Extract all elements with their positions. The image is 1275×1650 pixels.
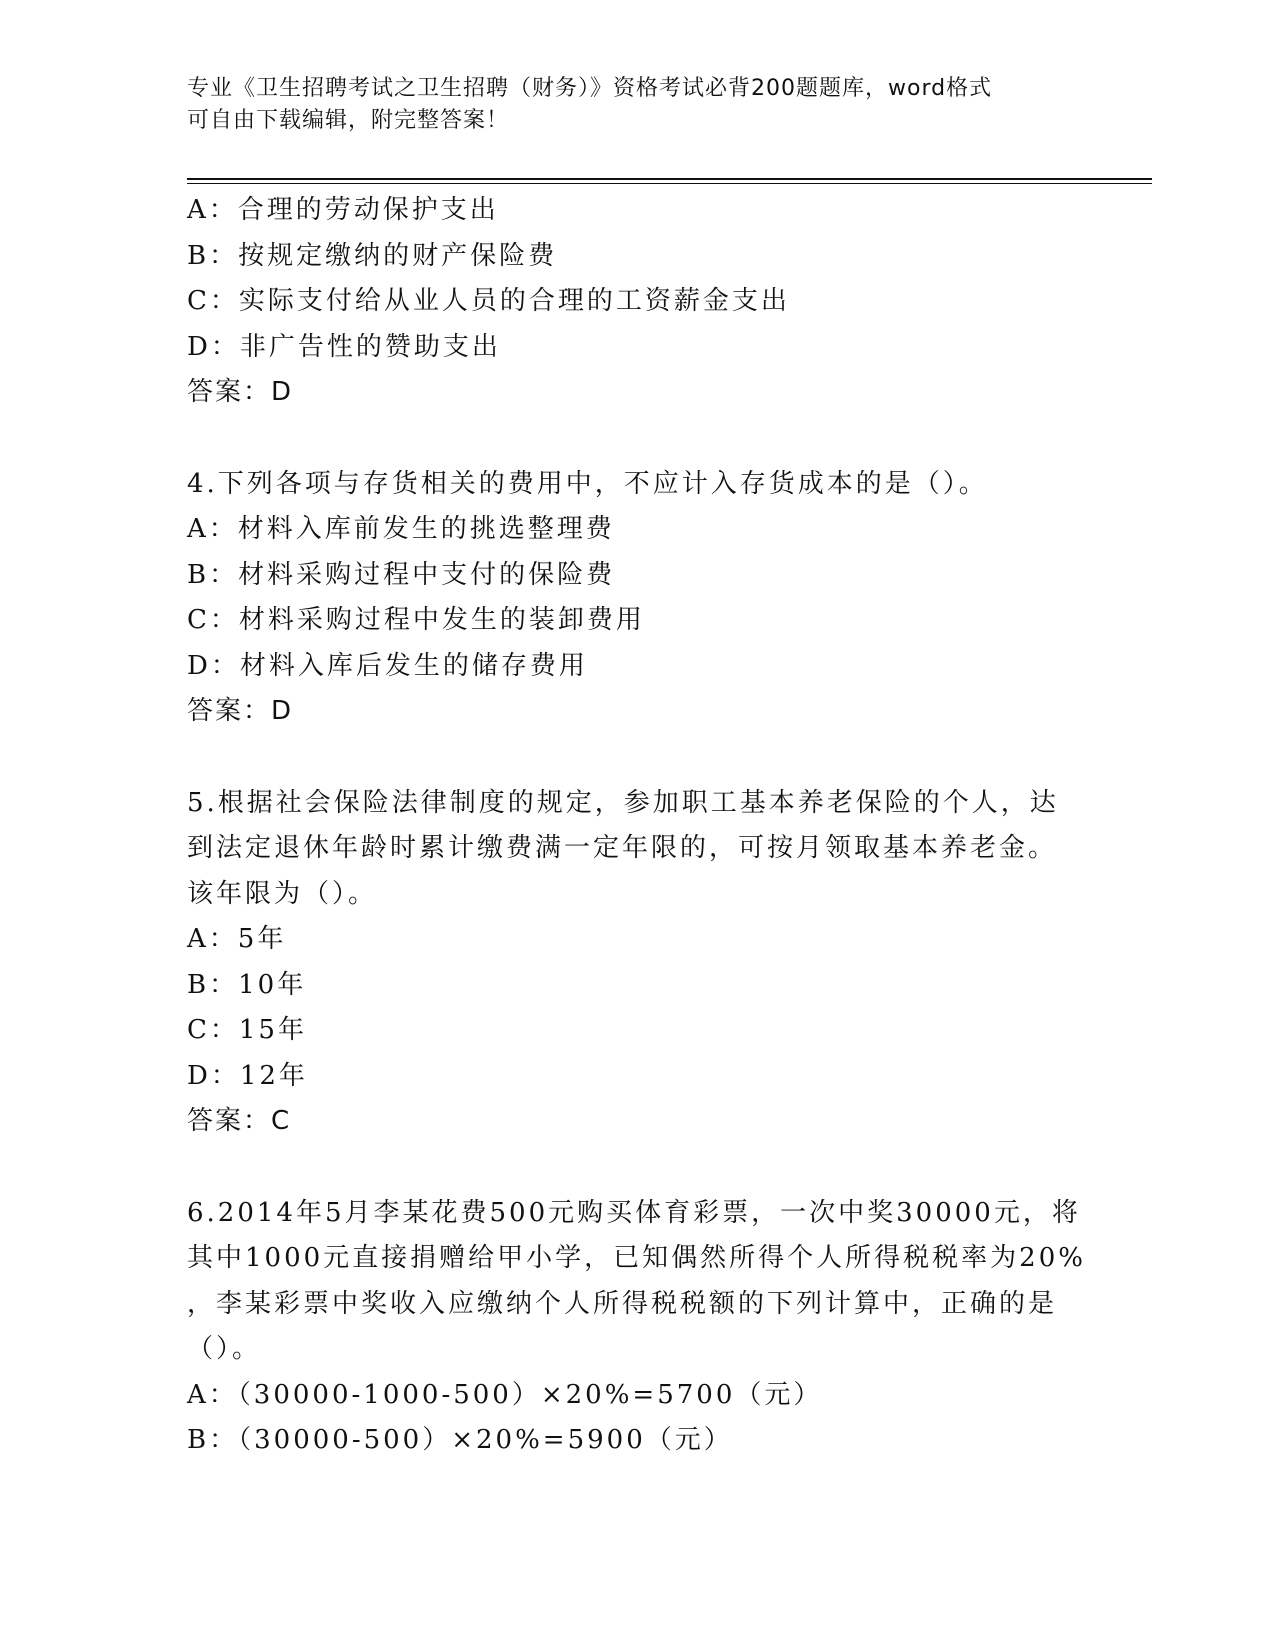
- option-b: B：（30000-500）×20%=5900（元）: [187, 1425, 733, 1455]
- question-stem: 4.下列各项与存货相关的费用中，不应计入存货成本的是（）。: [187, 468, 988, 499]
- answer-line: 答案：D: [187, 696, 294, 726]
- question-5: [187, 781, 1087, 1145]
- option-d: D：材料入库后发生的储存费用: [187, 650, 588, 681]
- question-stem-line-3: 该年限为（）。: [187, 878, 378, 909]
- question-stem-line-3: ，李某彩票中奖收入应缴纳个人所得税税额的下列计算中，正确的是: [187, 1288, 1058, 1319]
- option-c: C：实际支付给从业人员的合理的工资薪金支出: [187, 286, 790, 316]
- answer-line: 答案：C: [187, 1106, 292, 1136]
- question-stem-line-2: 其中1000元直接捐赠给甲小学，已知偶然所得个人所得税税率为20%: [187, 1243, 1086, 1273]
- question-stem-line-1: 5.根据社会保险法律制度的规定，参加职工基本养老保险的个人，达: [187, 787, 1059, 818]
- option-c: C：材料采购过程中发生的装卸费用: [187, 605, 645, 635]
- question-3: [187, 188, 1087, 416]
- header-divider-thin: [187, 183, 1152, 184]
- spacer: [187, 1145, 1087, 1191]
- header-title-line-1: 专业《卫生招聘考试之卫生招聘（财务）》资格考试必背200题题库，word格式: [187, 76, 993, 101]
- question-6: [187, 1191, 1087, 1464]
- answer-line: 答案：D: [187, 377, 294, 407]
- question-stem-line-4: （）。: [187, 1334, 262, 1364]
- option-b: B：材料采购过程中支付的保险费: [187, 559, 616, 590]
- question-4: [187, 462, 1087, 735]
- document-header: [187, 73, 1067, 137]
- option-a: A：5年: [187, 924, 287, 954]
- question-stem-line-1: 6.2014年5月李某花费500元购买体育彩票，一次中奖30000元，将: [187, 1197, 1081, 1228]
- question-stem-line-2: 到法定退休年龄时累计缴费满一定年限的，可按月领取基本养老金。: [187, 833, 1058, 863]
- option-a: A：材料入库前发生的挑选整理费: [187, 514, 615, 544]
- option-b: B：按规定缴纳的财产保险费: [187, 240, 558, 271]
- option-d: D：12年: [187, 1060, 308, 1091]
- option-c: C：15年: [187, 1015, 307, 1045]
- spacer: [187, 416, 1087, 462]
- header-divider-thick: [187, 178, 1152, 180]
- option-b: B：10年: [187, 969, 307, 1000]
- question-list: [187, 188, 1087, 1464]
- option-a: A：合理的劳动保护支出: [187, 195, 499, 225]
- header-title-line-2: 可自由下载编辑，附完整答案！: [187, 108, 510, 133]
- option-d: D：非广告性的赞助支出: [187, 331, 501, 362]
- option-a: A：（30000-1000-500）×20%=5700（元）: [187, 1379, 823, 1410]
- spacer: [187, 735, 1087, 781]
